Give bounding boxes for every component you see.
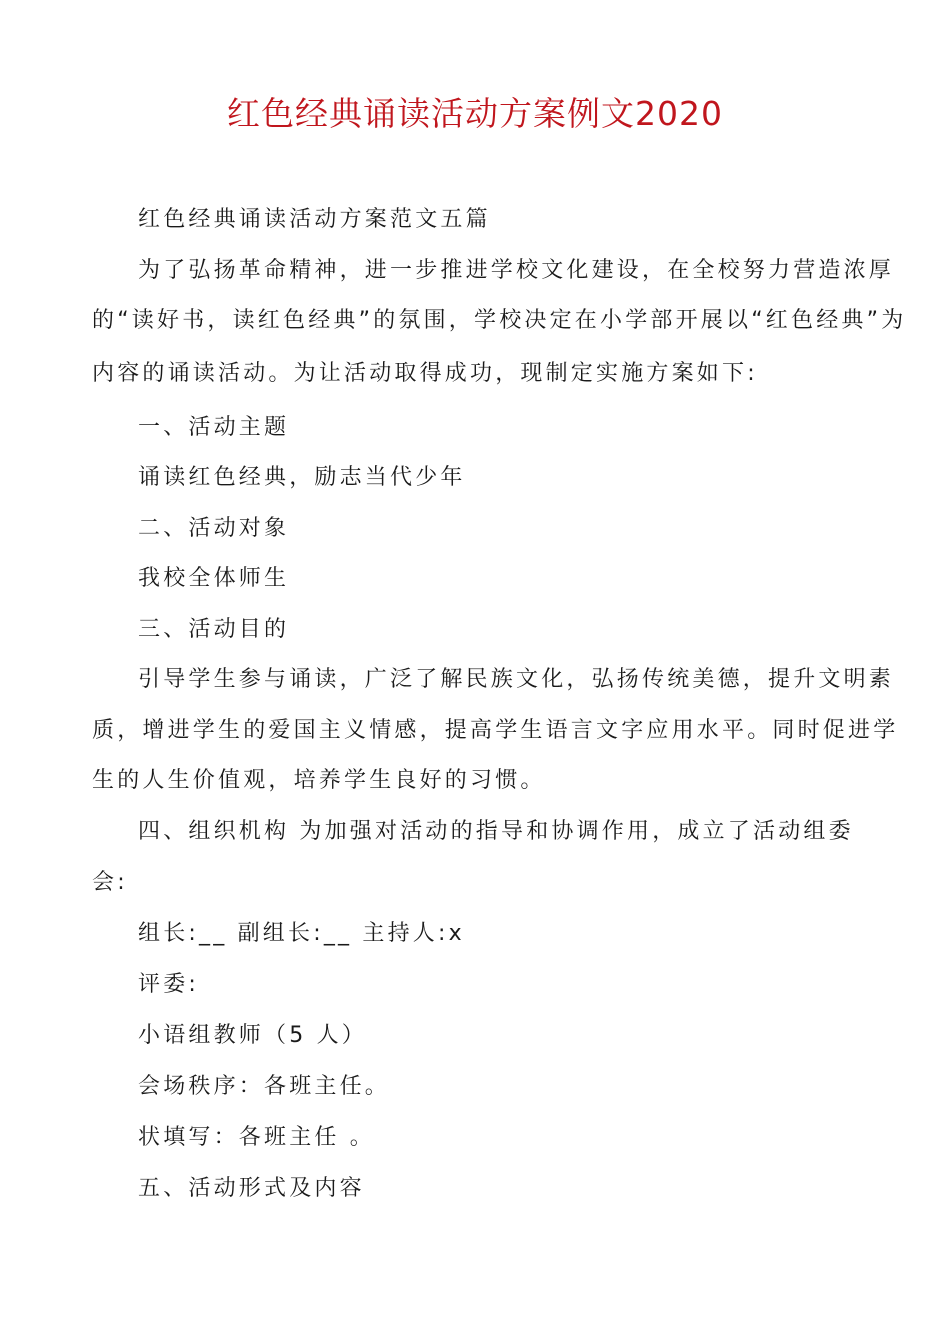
section-heading-organization: 四、组织机构 为加强对活动的指导和协调作用，成立了活动组委 [138, 819, 854, 844]
section-heading-format: 五、活动形式及内容 [138, 1176, 365, 1201]
paragraph-line: 状填写：各班主任 。 [138, 1125, 375, 1150]
paragraph-line: 质，增进学生的爱国主义情感，提高学生语言文字应用水平。同时促进学 [92, 718, 899, 743]
section-heading-target: 二、活动对象 [138, 516, 290, 541]
subtitle-line: 红色经典诵读活动方案范文五篇 [138, 207, 491, 232]
document-title: 红色经典诵读活动方案例文2020 [227, 94, 723, 133]
paragraph-line: 引导学生参与诵读，广泛了解民族文化，弘扬传统美德，提升文明素 [138, 667, 895, 692]
paragraph-line: 为了弘扬革命精神，进一步推进学校文化建设，在全校努力营造浓厚 [138, 258, 895, 283]
section-heading-purpose: 三、活动目的 [138, 617, 290, 642]
paragraph-line: 的“读好书，读红色经典”的氛围，学校决定在小学部开展以“红色经典”为 [92, 308, 907, 333]
paragraph-line: 生的人生价值观，培养学生良好的习惯。 [92, 768, 546, 793]
paragraph-line: 小语组教师（5 人） [138, 1023, 367, 1048]
paragraph-line: 诵读红色经典，励志当代少年 [138, 465, 466, 490]
paragraph-line: 组长:__ 副组长:__ 主持人:x [138, 921, 465, 946]
paragraph-line: 我校全体师生 [138, 566, 290, 591]
paragraph-line: 内容的诵读活动。为让活动取得成功，现制定实施方案如下: [92, 361, 758, 386]
paragraph-line: 会场秩序：各班主任。 [138, 1074, 391, 1099]
paragraph-line: 会: [92, 870, 128, 895]
section-heading-theme: 一、活动主题 [138, 415, 290, 440]
paragraph-line: 评委: [138, 972, 200, 997]
